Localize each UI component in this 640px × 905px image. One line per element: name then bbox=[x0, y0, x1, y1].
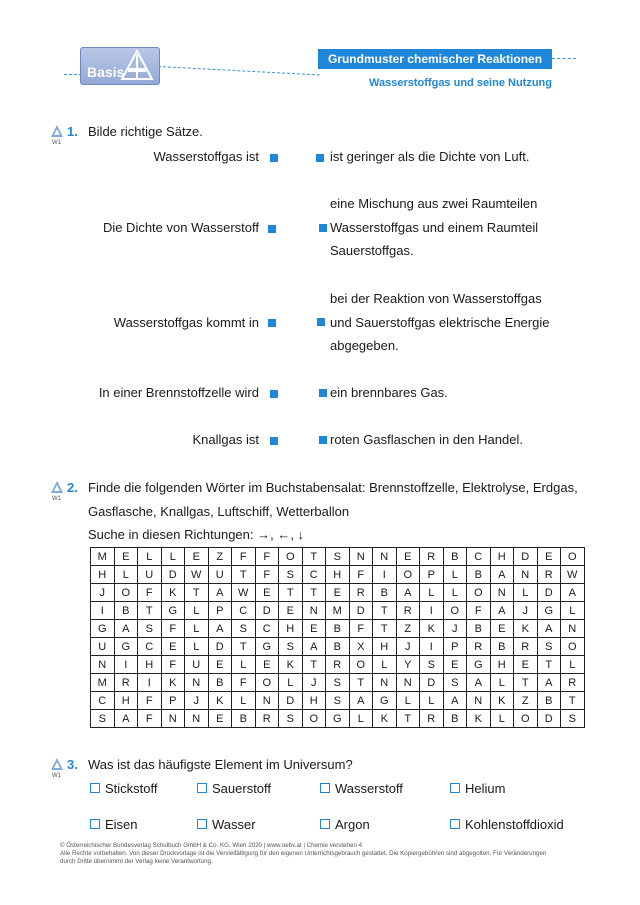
grid-cell[interactable]: R bbox=[467, 638, 491, 656]
grid-cell[interactable]: G bbox=[373, 692, 397, 710]
grid-cell[interactable]: M bbox=[91, 674, 115, 692]
grid-cell[interactable]: O bbox=[561, 638, 585, 656]
checkbox-icon[interactable] bbox=[450, 819, 460, 829]
grid-cell[interactable]: T bbox=[396, 710, 420, 728]
match-right-3-line-1: bei der Reaktion von Wasserstoffgas bbox=[330, 291, 542, 306]
grid-cell[interactable]: L bbox=[185, 620, 209, 638]
grid-cell[interactable]: L bbox=[138, 548, 162, 566]
grid-row bbox=[91, 602, 585, 620]
grid-cell[interactable]: E bbox=[114, 548, 138, 566]
level-badge-label: Basis bbox=[87, 64, 125, 80]
grid-cell[interactable]: H bbox=[326, 566, 350, 584]
header-dash-right bbox=[552, 58, 576, 59]
match-right-1-anchor[interactable] bbox=[316, 154, 324, 162]
grid-cell[interactable]: E bbox=[185, 548, 209, 566]
grid-cell[interactable]: J bbox=[396, 638, 420, 656]
footer bbox=[60, 842, 580, 866]
grid-cell[interactable]: A bbox=[537, 674, 561, 692]
grid-cell[interactable]: P bbox=[208, 602, 232, 620]
grid-cell[interactable]: L bbox=[561, 602, 585, 620]
grid-cell[interactable]: D bbox=[208, 638, 232, 656]
grid-cell[interactable]: K bbox=[161, 584, 185, 602]
grid-cell[interactable]: L bbox=[114, 566, 138, 584]
grid-cell[interactable]: C bbox=[255, 620, 279, 638]
grid-cell[interactable]: B bbox=[114, 602, 138, 620]
task-3-icon bbox=[50, 757, 64, 771]
grid-cell[interactable]: S bbox=[561, 710, 585, 728]
option-stickstoff[interactable] bbox=[90, 781, 158, 796]
grid-cell[interactable]: M bbox=[326, 602, 350, 620]
grid-cell[interactable]: E bbox=[443, 656, 467, 674]
grid-cell[interactable]: L bbox=[443, 584, 467, 602]
option-kohlenstoffdioxid[interactable] bbox=[450, 817, 564, 832]
match-left-4: In einer Brennstoffzelle wird bbox=[98, 385, 259, 400]
grid-cell[interactable]: J bbox=[514, 602, 538, 620]
grid-cell[interactable]: K bbox=[279, 656, 303, 674]
grid-cell[interactable]: K bbox=[208, 692, 232, 710]
checkbox-icon[interactable] bbox=[450, 783, 460, 793]
match-right-3-line-2: und Sauerstoffgas elektrische Energie bbox=[330, 314, 550, 330]
grid-cell[interactable]: I bbox=[420, 602, 444, 620]
grid-cell[interactable]: A bbox=[537, 620, 561, 638]
grid-cell[interactable]: G bbox=[467, 656, 491, 674]
grid-cell[interactable]: N bbox=[255, 692, 279, 710]
grid-cell[interactable]: F bbox=[232, 674, 256, 692]
grid-cell[interactable]: F bbox=[232, 548, 256, 566]
grid-cell[interactable]: D bbox=[537, 584, 561, 602]
checkbox-icon[interactable] bbox=[197, 783, 207, 793]
option-label: Sauerstoff bbox=[212, 781, 272, 796]
grid-cell[interactable]: J bbox=[443, 620, 467, 638]
match-right-4 bbox=[330, 381, 448, 405]
grid-cell[interactable]: F bbox=[161, 620, 185, 638]
option-label: Wasser bbox=[212, 817, 256, 832]
checkbox-icon[interactable] bbox=[90, 819, 100, 829]
match-left-2-anchor[interactable] bbox=[268, 225, 276, 233]
match-right-2 bbox=[330, 192, 538, 263]
grid-cell[interactable]: U bbox=[208, 566, 232, 584]
grid-cell[interactable]: A bbox=[208, 584, 232, 602]
grid-cell[interactable]: K bbox=[161, 674, 185, 692]
grid-cell[interactable]: B bbox=[490, 638, 514, 656]
match-right-3 bbox=[330, 287, 549, 358]
grid-cell[interactable]: C bbox=[467, 548, 491, 566]
option-helium[interactable] bbox=[450, 781, 505, 796]
grid-cell[interactable]: F bbox=[138, 584, 162, 602]
grid-cell[interactable]: T bbox=[302, 584, 326, 602]
grid-cell[interactable]: F bbox=[255, 566, 279, 584]
grid-cell[interactable]: Y bbox=[396, 656, 420, 674]
grid-cell[interactable]: C bbox=[91, 692, 115, 710]
header-dash-middle bbox=[158, 66, 320, 75]
grid-cell[interactable]: U bbox=[185, 656, 209, 674]
grid-cell[interactable]: T bbox=[232, 638, 256, 656]
grid-cell[interactable]: E bbox=[255, 584, 279, 602]
grid-cell[interactable]: B bbox=[326, 638, 350, 656]
match-right-3-anchor[interactable] bbox=[317, 318, 325, 326]
match-right-5-line-1: roten Gasflaschen in den Handel. bbox=[330, 432, 523, 447]
match-right-1 bbox=[330, 145, 529, 169]
grid-row bbox=[91, 692, 585, 710]
grid-cell[interactable]: E bbox=[514, 656, 538, 674]
grid-cell[interactable]: E bbox=[208, 710, 232, 728]
option-wasser[interactable] bbox=[197, 817, 256, 832]
grid-cell[interactable]: S bbox=[537, 638, 561, 656]
grid-cell[interactable]: Z bbox=[396, 620, 420, 638]
grid-cell[interactable]: S bbox=[279, 638, 303, 656]
grid-cell[interactable]: A bbox=[208, 620, 232, 638]
grid-cell[interactable]: R bbox=[561, 674, 585, 692]
match-right-2-line-1: eine Mischung aus zwei Raumteilen bbox=[330, 196, 538, 211]
grid-row bbox=[91, 584, 585, 602]
grid-cell[interactable]: B bbox=[443, 548, 467, 566]
grid-cell[interactable]: E bbox=[302, 620, 326, 638]
grid-cell[interactable]: N bbox=[185, 674, 209, 692]
checkbox-icon[interactable] bbox=[320, 783, 330, 793]
task-2-icon bbox=[50, 480, 64, 494]
grid-cell[interactable]: N bbox=[373, 674, 397, 692]
grid-cell[interactable]: E bbox=[537, 548, 561, 566]
grid-row bbox=[91, 656, 585, 674]
grid-cell[interactable]: S bbox=[91, 710, 115, 728]
grid-cell[interactable]: B bbox=[373, 584, 397, 602]
grid-cell[interactable]: P bbox=[443, 638, 467, 656]
grid-cell[interactable]: A bbox=[114, 620, 138, 638]
checkbox-icon[interactable] bbox=[197, 819, 207, 829]
grid-cell[interactable]: O bbox=[302, 710, 326, 728]
option-label: Kohlenstoffdioxid bbox=[465, 817, 564, 832]
grid-cell[interactable]: D bbox=[420, 674, 444, 692]
grid-cell[interactable]: E bbox=[326, 584, 350, 602]
grid-cell[interactable]: K bbox=[514, 620, 538, 638]
grid-cell[interactable]: O bbox=[443, 602, 467, 620]
grid-cell[interactable]: L bbox=[279, 674, 303, 692]
task-1-code: W1 bbox=[52, 140, 61, 146]
option-eisen[interactable] bbox=[90, 817, 138, 832]
grid-cell[interactable]: N bbox=[467, 692, 491, 710]
grid-cell[interactable]: L bbox=[373, 656, 397, 674]
match-left-3-anchor[interactable] bbox=[268, 319, 276, 327]
grid-cell[interactable]: K bbox=[467, 710, 491, 728]
grid-cell[interactable]: F bbox=[349, 620, 373, 638]
match-right-4-line-1: ein brennbares Gas. bbox=[330, 385, 448, 400]
grid-cell[interactable]: N bbox=[514, 566, 538, 584]
grid-cell[interactable]: P bbox=[420, 566, 444, 584]
grid-cell[interactable]: U bbox=[138, 566, 162, 584]
grid-cell[interactable]: G bbox=[114, 638, 138, 656]
grid-cell[interactable]: R bbox=[326, 656, 350, 674]
grid-cell[interactable]: D bbox=[514, 548, 538, 566]
match-left-5: Knallgas ist bbox=[192, 432, 259, 447]
task-3-title: Was ist das häufigste Element im Universum? bbox=[88, 757, 353, 772]
grid-cell[interactable]: O bbox=[396, 566, 420, 584]
grid-cell[interactable]: S bbox=[326, 674, 350, 692]
grid-cell[interactable]: S bbox=[326, 548, 350, 566]
pyramid-icon bbox=[120, 49, 154, 81]
grid-cell[interactable]: N bbox=[161, 710, 185, 728]
grid-cell[interactable]: I bbox=[138, 674, 162, 692]
grid-cell[interactable]: A bbox=[561, 584, 585, 602]
grid-cell[interactable]: T bbox=[232, 566, 256, 584]
grid-cell[interactable]: W bbox=[185, 566, 209, 584]
chapter-banner: Grundmuster chemischer Reaktionen bbox=[318, 49, 552, 69]
checkbox-icon[interactable] bbox=[90, 783, 100, 793]
grid-cell[interactable]: N bbox=[349, 548, 373, 566]
grid-cell[interactable]: G bbox=[537, 602, 561, 620]
grid-cell[interactable]: R bbox=[514, 638, 538, 656]
grid-cell[interactable]: A bbox=[490, 566, 514, 584]
match-right-2-line-3: Sauerstoffgas. bbox=[330, 243, 414, 258]
grid-cell[interactable]: R bbox=[537, 566, 561, 584]
grid-cell[interactable]: L bbox=[420, 692, 444, 710]
option-sauerstoff[interactable] bbox=[197, 781, 271, 796]
grid-cell[interactable]: B bbox=[537, 692, 561, 710]
task-3-code: W1 bbox=[52, 773, 61, 779]
grid-cell[interactable]: T bbox=[302, 548, 326, 566]
task-3-number: 3. bbox=[67, 757, 78, 772]
grid-cell[interactable]: M bbox=[91, 548, 115, 566]
match-right-5-anchor[interactable] bbox=[319, 436, 327, 444]
grid-cell[interactable]: R bbox=[420, 548, 444, 566]
grid-cell[interactable]: D bbox=[279, 692, 303, 710]
grid-row bbox=[91, 566, 585, 584]
grid-cell[interactable]: L bbox=[185, 602, 209, 620]
grid-cell[interactable]: H bbox=[490, 656, 514, 674]
task-2-title-line-2: Gasflasche, Knallgas, Luftschiff, Wetterballon bbox=[88, 504, 350, 519]
grid-cell[interactable]: C bbox=[232, 602, 256, 620]
match-left-1: Wasserstoffgas ist bbox=[153, 149, 259, 164]
grid-cell[interactable]: N bbox=[396, 674, 420, 692]
grid-cell[interactable]: T bbox=[561, 692, 585, 710]
grid-cell[interactable]: T bbox=[537, 656, 561, 674]
grid-cell[interactable]: R bbox=[396, 602, 420, 620]
grid-cell[interactable]: O bbox=[255, 674, 279, 692]
grid-cell[interactable]: B bbox=[443, 710, 467, 728]
option-label: Helium bbox=[465, 781, 506, 796]
grid-row bbox=[91, 638, 585, 656]
grid-cell[interactable]: T bbox=[185, 584, 209, 602]
grid-cell[interactable]: B bbox=[467, 566, 491, 584]
grid-cell[interactable]: C bbox=[302, 566, 326, 584]
grid-cell[interactable]: U bbox=[91, 638, 115, 656]
grid-cell[interactable]: L bbox=[349, 710, 373, 728]
grid-cell[interactable]: G bbox=[326, 710, 350, 728]
grid-cell[interactable]: T bbox=[138, 602, 162, 620]
grid-cell[interactable]: A bbox=[467, 674, 491, 692]
grid-cell[interactable]: S bbox=[279, 710, 303, 728]
grid-cell[interactable]: E bbox=[208, 656, 232, 674]
grid-cell[interactable]: A bbox=[490, 602, 514, 620]
grid-cell[interactable]: X bbox=[349, 638, 373, 656]
grid-cell[interactable]: H bbox=[373, 638, 397, 656]
grid-cell[interactable]: L bbox=[490, 674, 514, 692]
grid-row bbox=[91, 548, 585, 566]
grid-cell[interactable]: L bbox=[185, 638, 209, 656]
footer-disclaimer: durch Dritte übernimmt der Verlag keine Verantwortung. bbox=[60, 858, 213, 865]
grid-cell[interactable]: I bbox=[91, 602, 115, 620]
option-label: Stickstoff bbox=[105, 781, 158, 796]
grid-cell[interactable]: N bbox=[302, 602, 326, 620]
match-right-1-line-1: ist geringer als die Dichte von Luft. bbox=[330, 149, 530, 164]
checkbox-icon[interactable] bbox=[320, 819, 330, 829]
grid-row bbox=[91, 620, 585, 638]
grid-cell[interactable]: G bbox=[255, 638, 279, 656]
grid-cell[interactable]: F bbox=[138, 692, 162, 710]
grid-cell[interactable]: A bbox=[349, 692, 373, 710]
grid-cell[interactable]: F bbox=[138, 710, 162, 728]
grid-cell[interactable]: I bbox=[420, 638, 444, 656]
grid-cell[interactable]: G bbox=[91, 620, 115, 638]
grid-cell[interactable]: F bbox=[467, 602, 491, 620]
grid-cell[interactable]: E bbox=[490, 620, 514, 638]
match-left-5-anchor[interactable] bbox=[270, 437, 278, 445]
grid-cell[interactable]: E bbox=[255, 656, 279, 674]
grid-cell[interactable]: N bbox=[91, 656, 115, 674]
grid-cell[interactable]: T bbox=[373, 602, 397, 620]
task-1-title: Bilde richtige Sätze. bbox=[88, 124, 203, 139]
grid-cell[interactable]: A bbox=[443, 692, 467, 710]
grid-cell[interactable]: S bbox=[420, 656, 444, 674]
option-label: Wasserstoff bbox=[335, 781, 403, 796]
task-2-number: 2. bbox=[67, 480, 78, 495]
option-label: Eisen bbox=[105, 817, 138, 832]
grid-cell[interactable]: E bbox=[396, 548, 420, 566]
grid-cell[interactable]: N bbox=[490, 584, 514, 602]
grid-cell[interactable]: R bbox=[114, 674, 138, 692]
match-right-5 bbox=[330, 428, 523, 452]
grid-cell[interactable]: R bbox=[420, 710, 444, 728]
grid-cell[interactable]: S bbox=[138, 620, 162, 638]
grid-cell[interactable]: J bbox=[91, 584, 115, 602]
grid-cell[interactable]: J bbox=[302, 674, 326, 692]
match-right-2-anchor[interactable] bbox=[319, 224, 327, 232]
grid-cell[interactable]: S bbox=[232, 620, 256, 638]
grid-cell[interactable]: N bbox=[185, 710, 209, 728]
grid-cell[interactable]: R bbox=[349, 584, 373, 602]
grid-cell[interactable]: T bbox=[302, 656, 326, 674]
footer-copyright: © Österreichischer Bundesverlag Schulbuch GmbH & Co. KG, Wien 2020 | www.oebv.at | Chemie verstehen 4 bbox=[60, 842, 363, 849]
grid-cell[interactable]: K bbox=[373, 710, 397, 728]
grid-cell[interactable]: K bbox=[420, 620, 444, 638]
footer-rights: Alle Rechte vorbehalten. Von dieser Druckvorlage ist die Vervielfältigung für den eigenen Unterrichtsgebrauch gestattet. Die Kopiergebühren sind abgegolten. Für Veränderungen bbox=[60, 850, 547, 857]
grid-cell[interactable]: D bbox=[349, 602, 373, 620]
grid-cell[interactable]: O bbox=[279, 548, 303, 566]
grid-cell[interactable]: A bbox=[114, 710, 138, 728]
grid-cell[interactable]: O bbox=[114, 584, 138, 602]
grid-cell[interactable]: F bbox=[161, 656, 185, 674]
grid-cell[interactable]: I bbox=[373, 566, 397, 584]
grid-cell[interactable]: H bbox=[302, 692, 326, 710]
grid-cell[interactable]: O bbox=[349, 656, 373, 674]
grid-cell[interactable]: A bbox=[396, 584, 420, 602]
option-wasserstoff[interactable] bbox=[320, 781, 403, 796]
grid-cell[interactable]: D bbox=[255, 602, 279, 620]
match-left-1-anchor[interactable] bbox=[270, 154, 278, 162]
grid-cell[interactable]: T bbox=[514, 674, 538, 692]
grid-cell[interactable]: S bbox=[443, 674, 467, 692]
chapter-subtitle: Wasserstoffgas und seine Nutzung bbox=[369, 77, 552, 89]
grid-cell[interactable]: H bbox=[138, 656, 162, 674]
grid-cell[interactable]: Z bbox=[208, 548, 232, 566]
grid-cell[interactable]: O bbox=[561, 548, 585, 566]
match-right-3-line-3: abgegeben. bbox=[330, 338, 399, 353]
grid-cell[interactable]: F bbox=[255, 548, 279, 566]
grid-cell[interactable]: N bbox=[373, 548, 397, 566]
grid-cell[interactable]: R bbox=[255, 710, 279, 728]
grid-cell[interactable]: L bbox=[396, 692, 420, 710]
grid-cell[interactable]: B bbox=[232, 710, 256, 728]
grid-row bbox=[91, 674, 585, 692]
match-right-4-anchor[interactable] bbox=[319, 389, 327, 397]
grid-cell[interactable]: O bbox=[467, 584, 491, 602]
task-2-code: W1 bbox=[52, 496, 61, 502]
match-left-4-anchor[interactable] bbox=[270, 390, 278, 398]
grid-cell[interactable]: L bbox=[561, 656, 585, 674]
task-2-title-line-1: Finde die folgenden Wörter im Buchstabensalat: Brennstoffzelle, Elektrolyse, Erdgas, bbox=[88, 480, 578, 495]
grid-cell[interactable]: I bbox=[114, 656, 138, 674]
grid-row bbox=[91, 710, 585, 728]
task-1-icon bbox=[50, 124, 64, 138]
grid-cell[interactable]: N bbox=[561, 620, 585, 638]
grid-cell[interactable]: H bbox=[490, 548, 514, 566]
grid-cell[interactable]: L bbox=[232, 656, 256, 674]
match-right-2-line-2: Wasserstoffgas und einem Raumteil bbox=[330, 219, 539, 235]
match-left-3: Wasserstoffgas kommt in bbox=[113, 315, 259, 330]
grid-cell[interactable]: B bbox=[208, 674, 232, 692]
grid-cell[interactable]: T bbox=[279, 584, 303, 602]
grid-cell[interactable]: L bbox=[443, 566, 467, 584]
grid-cell[interactable]: P bbox=[161, 692, 185, 710]
letter-grid bbox=[90, 547, 585, 728]
grid-cell[interactable]: L bbox=[514, 584, 538, 602]
grid-cell[interactable]: T bbox=[373, 620, 397, 638]
grid-cell[interactable]: D bbox=[161, 566, 185, 584]
grid-cell[interactable]: E bbox=[161, 638, 185, 656]
grid-cell[interactable]: G bbox=[161, 602, 185, 620]
grid-cell[interactable]: J bbox=[185, 692, 209, 710]
grid-cell[interactable]: L bbox=[161, 548, 185, 566]
option-argon[interactable] bbox=[320, 817, 370, 832]
match-left-2: Die Dichte von Wasserstoff bbox=[102, 220, 259, 235]
grid-cell[interactable]: H bbox=[279, 620, 303, 638]
grid-cell[interactable]: W bbox=[232, 584, 256, 602]
grid-cell[interactable]: C bbox=[138, 638, 162, 656]
grid-cell[interactable]: K bbox=[490, 692, 514, 710]
grid-cell[interactable]: S bbox=[279, 566, 303, 584]
grid-cell[interactable]: S bbox=[326, 692, 350, 710]
task-1-number: 1. bbox=[67, 124, 78, 139]
task-2-directions: Suche in diesen Richtungen: →, ←, ↓ bbox=[88, 527, 305, 542]
option-label: Argon bbox=[335, 817, 370, 832]
grid-cell[interactable]: L bbox=[232, 692, 256, 710]
grid-cell[interactable]: L bbox=[490, 710, 514, 728]
grid-cell[interactable]: O bbox=[514, 710, 538, 728]
grid-cell[interactable]: L bbox=[420, 584, 444, 602]
grid-cell[interactable]: E bbox=[279, 602, 303, 620]
grid-cell[interactable]: H bbox=[91, 566, 115, 584]
grid-cell[interactable]: D bbox=[537, 710, 561, 728]
grid-cell[interactable]: Z bbox=[514, 692, 538, 710]
grid-cell[interactable]: B bbox=[467, 620, 491, 638]
grid-cell[interactable]: B bbox=[326, 620, 350, 638]
grid-cell[interactable]: A bbox=[302, 638, 326, 656]
grid-cell[interactable]: T bbox=[349, 674, 373, 692]
grid-cell[interactable]: H bbox=[114, 692, 138, 710]
grid-cell[interactable]: W bbox=[561, 566, 585, 584]
grid-cell[interactable]: F bbox=[349, 566, 373, 584]
